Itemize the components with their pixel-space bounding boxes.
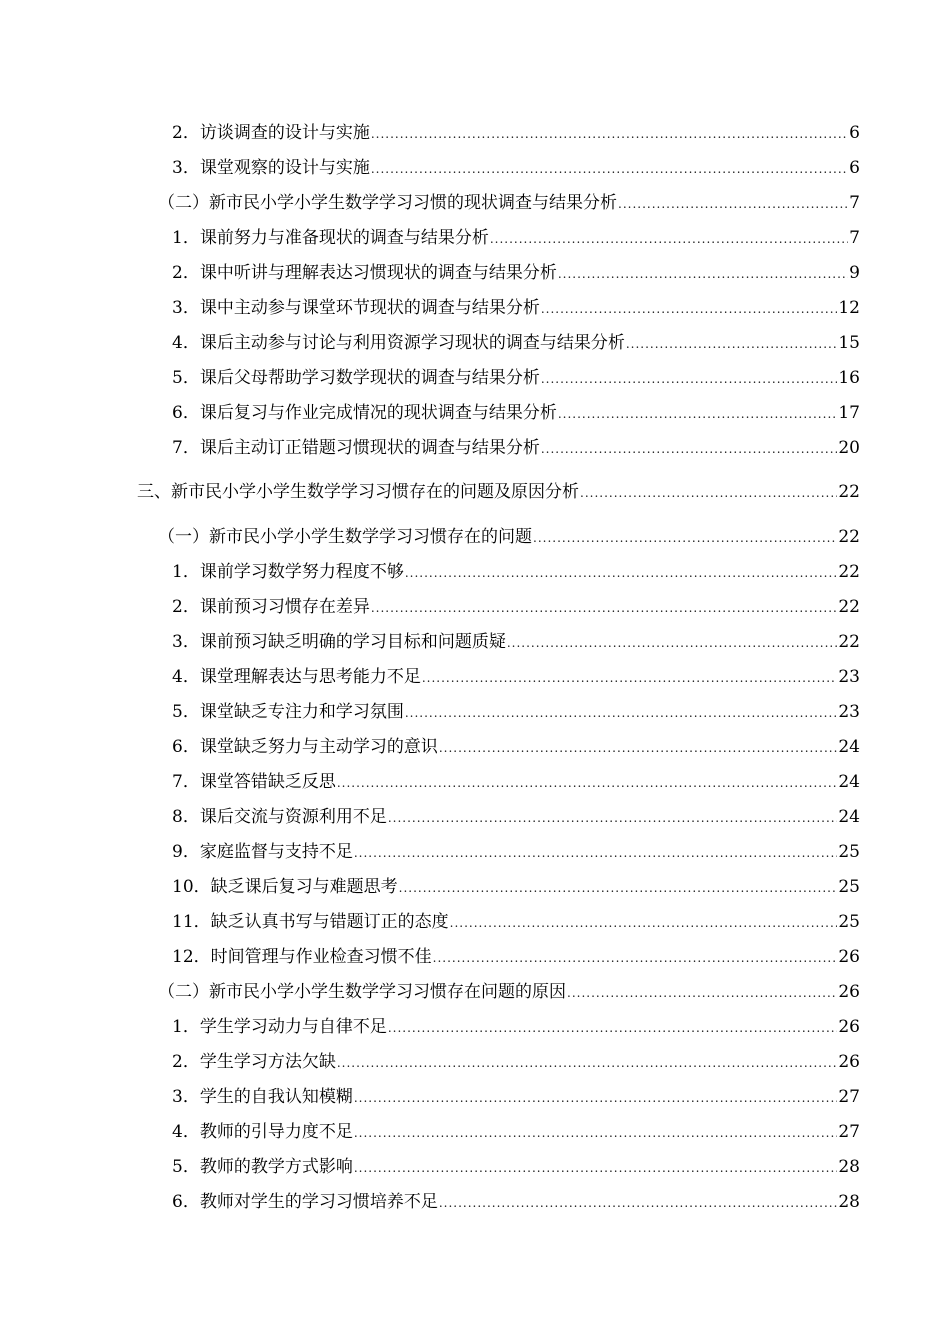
toc-entry[interactable] bbox=[172, 839, 860, 865]
toc-page-number: 22 bbox=[838, 632, 860, 652]
toc-entry-label: 4．课堂理解表达与思考能力不足 bbox=[172, 667, 421, 687]
toc-leader-dots bbox=[337, 770, 838, 796]
toc-leader-dots bbox=[490, 226, 848, 252]
toc-page-number: 26 bbox=[838, 1052, 860, 1072]
toc-entry-label: 2．访谈调查的设计与实施 bbox=[172, 123, 370, 143]
toc-entry[interactable] bbox=[172, 260, 860, 286]
toc-page-number: 20 bbox=[838, 438, 860, 458]
toc-page-number: 28 bbox=[838, 1157, 860, 1177]
toc-page-number: 9 bbox=[849, 263, 860, 283]
toc-page-number: 26 bbox=[838, 947, 860, 967]
toc-leader-dots bbox=[580, 480, 837, 506]
toc-entry[interactable] bbox=[172, 629, 860, 655]
toc-leader-dots bbox=[558, 401, 838, 427]
toc-entry[interactable] bbox=[172, 120, 860, 146]
toc-page-number: 6 bbox=[849, 158, 860, 178]
toc-entry-label: 3．课堂观察的设计与实施 bbox=[172, 158, 370, 178]
toc-entry[interactable] bbox=[172, 295, 860, 321]
toc-entry[interactable] bbox=[172, 1189, 860, 1215]
toc-entry[interactable] bbox=[172, 944, 860, 970]
toc-entry[interactable] bbox=[172, 365, 860, 391]
toc-leader-dots bbox=[618, 191, 848, 217]
toc-entry-label: （二）新市民小学小学生数学学习习惯存在问题的原因 bbox=[158, 982, 566, 1002]
toc-entry-label: 三、新市民小学小学生数学学习习惯存在的问题及原因分析 bbox=[137, 482, 579, 502]
toc-entry-label: 11．缺乏认真书写与错题订正的态度 bbox=[172, 912, 449, 932]
toc-page-number: 17 bbox=[838, 403, 860, 423]
toc-entry-label: 6．教师对学生的学习习惯培养不足 bbox=[172, 1192, 438, 1212]
toc-leader-dots bbox=[371, 595, 838, 621]
toc-entry[interactable] bbox=[172, 155, 860, 181]
toc-entry-label: 2．学生学习方法欠缺 bbox=[172, 1052, 336, 1072]
toc-leader-dots bbox=[388, 1015, 838, 1041]
toc-entry-label: 8．课后交流与资源利用不足 bbox=[172, 807, 387, 827]
toc-leader-dots bbox=[433, 945, 838, 971]
toc-leader-dots bbox=[450, 910, 838, 936]
toc-page-number: 22 bbox=[838, 527, 860, 547]
toc-page-number: 6 bbox=[849, 123, 860, 143]
toc-entry-label: 1．课前学习数学努力程度不够 bbox=[172, 562, 404, 582]
toc-entry[interactable] bbox=[172, 225, 860, 251]
toc-entry-label: （一）新市民小学小学生数学学习习惯存在的问题 bbox=[158, 527, 532, 547]
toc-leader-dots bbox=[405, 700, 838, 726]
toc-entry[interactable] bbox=[172, 1119, 860, 1145]
toc-entry-label: 7．课堂答错缺乏反思 bbox=[172, 772, 336, 792]
toc-leader-dots bbox=[388, 805, 838, 831]
toc-entry-label: 5．课后父母帮助学习数学现状的调查与结果分析 bbox=[172, 368, 540, 388]
toc-entry[interactable] bbox=[172, 400, 860, 426]
toc-page-number: 28 bbox=[838, 1192, 860, 1212]
toc-leader-dots bbox=[558, 261, 848, 287]
toc-leader-dots bbox=[507, 630, 838, 656]
toc-entry[interactable] bbox=[158, 524, 860, 550]
toc-entry-label: 5．教师的教学方式影响 bbox=[172, 1157, 353, 1177]
toc-entry[interactable] bbox=[172, 435, 860, 461]
toc-page-number: 22 bbox=[838, 597, 860, 617]
toc-entry-label: 2．课中听讲与理解表达习惯现状的调查与结果分析 bbox=[172, 263, 557, 283]
toc-entry-label: 12．时间管理与作业检查习惯不佳 bbox=[172, 947, 432, 967]
toc-leader-dots bbox=[371, 121, 848, 147]
toc-entry-label: 3．课前预习缺乏明确的学习目标和问题质疑 bbox=[172, 632, 506, 652]
toc-leader-dots bbox=[439, 1190, 838, 1216]
toc-page-number: 7 bbox=[849, 228, 860, 248]
toc-page-number: 22 bbox=[838, 562, 860, 582]
toc-entry[interactable] bbox=[172, 734, 860, 760]
toc-leader-dots bbox=[439, 735, 838, 761]
toc-page-number: 16 bbox=[838, 368, 860, 388]
toc-page-number: 27 bbox=[838, 1122, 860, 1142]
toc-page-number: 24 bbox=[838, 737, 860, 757]
toc-leader-dots bbox=[541, 436, 838, 462]
toc-leader-dots bbox=[541, 296, 838, 322]
toc-entry-label: 6．课堂缺乏努力与主动学习的意识 bbox=[172, 737, 438, 757]
toc-entry[interactable] bbox=[158, 979, 860, 1005]
toc-entry-label: 6．课后复习与作业完成情况的现状调查与结果分析 bbox=[172, 403, 557, 423]
toc-leader-dots bbox=[354, 1085, 838, 1111]
toc-entry[interactable] bbox=[172, 559, 860, 585]
toc-entry[interactable] bbox=[172, 909, 860, 935]
toc-leader-dots bbox=[354, 1120, 838, 1146]
toc-entry[interactable] bbox=[172, 699, 860, 725]
toc-entry[interactable] bbox=[172, 804, 860, 830]
toc-leader-dots bbox=[541, 366, 838, 392]
toc-entry[interactable] bbox=[158, 190, 860, 216]
toc-leader-dots bbox=[354, 1155, 838, 1181]
toc-page-number: 27 bbox=[838, 1087, 860, 1107]
toc-page-number: 15 bbox=[838, 333, 860, 353]
toc-leader-dots bbox=[533, 525, 837, 551]
toc-page-number: 22 bbox=[838, 482, 860, 502]
toc-entry[interactable] bbox=[172, 874, 860, 900]
toc-page-number: 26 bbox=[838, 1017, 860, 1037]
toc-page-number: 12 bbox=[838, 298, 860, 318]
toc-entry[interactable] bbox=[172, 1049, 860, 1075]
toc-page-number: 26 bbox=[838, 982, 860, 1002]
toc-entry[interactable] bbox=[172, 1154, 860, 1180]
toc-entry[interactable] bbox=[172, 1084, 860, 1110]
toc-entry-label: 4．教师的引导力度不足 bbox=[172, 1122, 353, 1142]
toc-entry-label: 3．课中主动参与课堂环节现状的调查与结果分析 bbox=[172, 298, 540, 318]
toc-leader-dots bbox=[337, 1050, 838, 1076]
toc-leader-dots bbox=[371, 156, 848, 182]
toc-entry-label: 5．课堂缺乏专注力和学习氛围 bbox=[172, 702, 404, 722]
toc-entry[interactable] bbox=[172, 1014, 860, 1040]
toc-leader-dots bbox=[405, 560, 838, 586]
toc-page-number: 25 bbox=[838, 912, 860, 932]
toc-page-number: 24 bbox=[838, 807, 860, 827]
toc-leader-dots bbox=[626, 331, 838, 357]
toc-entry[interactable] bbox=[172, 769, 860, 795]
toc-entry[interactable] bbox=[172, 664, 860, 690]
toc-entry[interactable] bbox=[172, 594, 860, 620]
toc-entry[interactable] bbox=[137, 479, 860, 505]
toc-leader-dots bbox=[354, 840, 838, 866]
toc-page-number: 24 bbox=[838, 772, 860, 792]
toc-entry-label: 1．学生学习动力与自律不足 bbox=[172, 1017, 387, 1037]
toc-leader-dots bbox=[399, 875, 838, 901]
toc-page-number: 7 bbox=[849, 193, 860, 213]
toc-entry-label: 1．课前努力与准备现状的调查与结果分析 bbox=[172, 228, 489, 248]
toc-entry-label: 3．学生的自我认知模糊 bbox=[172, 1087, 353, 1107]
toc-page-number: 23 bbox=[838, 702, 860, 722]
toc-page-number: 23 bbox=[838, 667, 860, 687]
toc-entry-label: 2．课前预习习惯存在差异 bbox=[172, 597, 370, 617]
toc-entry-label: 9．家庭监督与支持不足 bbox=[172, 842, 353, 862]
toc-page-number: 25 bbox=[838, 877, 860, 897]
toc-entry-label: 10．缺乏课后复习与难题思考 bbox=[172, 877, 398, 897]
toc-leader-dots bbox=[422, 665, 838, 691]
toc-entry[interactable] bbox=[172, 330, 860, 356]
toc-entry-label: 7．课后主动订正错题习惯现状的调查与结果分析 bbox=[172, 438, 540, 458]
toc-entry-label: 4．课后主动参与讨论与利用资源学习现状的调查与结果分析 bbox=[172, 333, 625, 353]
toc-entry-label: （二）新市民小学小学生数学学习习惯的现状调查与结果分析 bbox=[158, 193, 617, 213]
toc-leader-dots bbox=[567, 980, 837, 1006]
toc-page-number: 25 bbox=[838, 842, 860, 862]
